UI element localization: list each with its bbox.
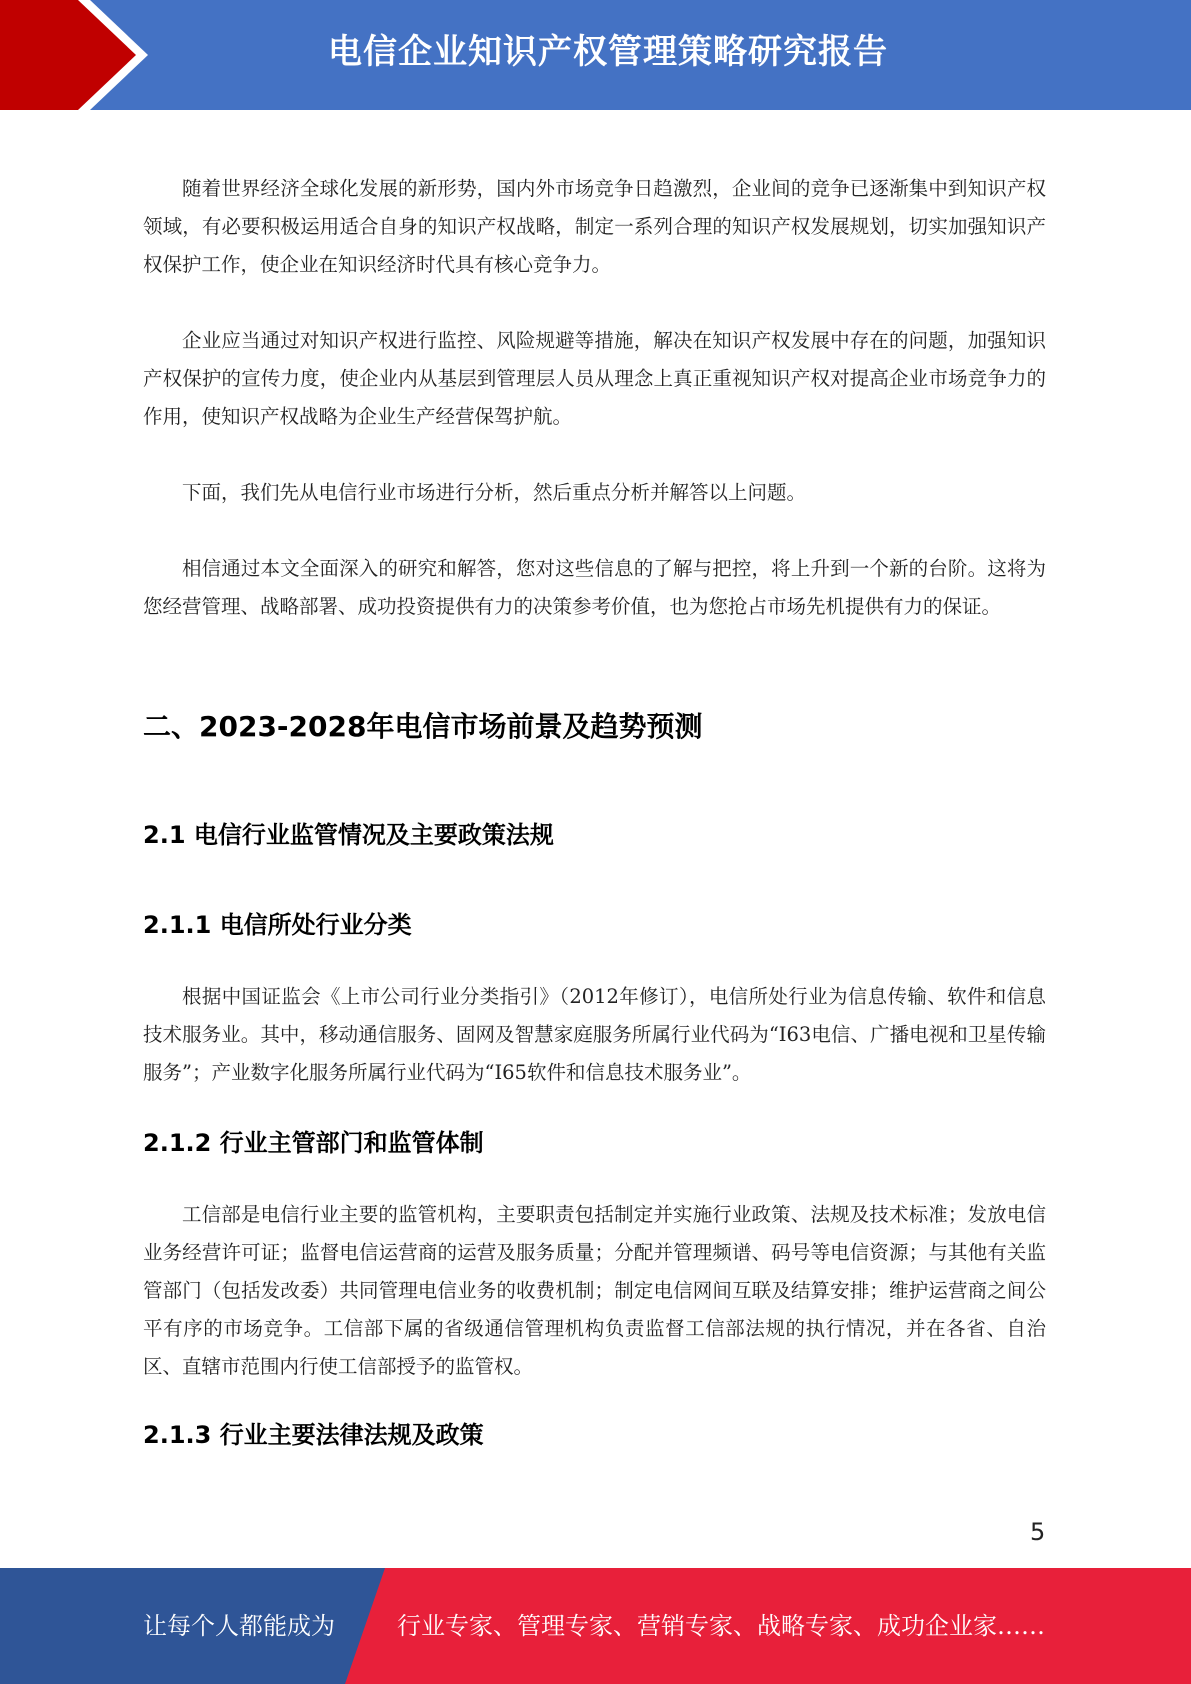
intro-section [143,170,1046,626]
subsection-2-1-3-title: 2.1.3 行业主要法律法规及政策 [143,1421,484,1449]
subsection-2-1-1-title: 2.1.1 电信所处行业分类 [143,911,412,939]
footer-slogan-left: 让每个人都能成为 [143,1612,335,1640]
subsection-2-1-title: 2.1 电信行业监管情况及主要政策法规 [143,821,554,849]
subsection-2-1-2-title: 2.1.2 行业主管部门和监管体制 [143,1129,484,1157]
subsection-2-1-2-body: 工信部是电信行业主要的监管机构，主要职责包括制定并实施行业政策、法规及技术标准；发放电信业务经营许可证；监督电信运营商的运营及服务质量；分配并管理频谱、码号等电信资源；与其他有关监管部门（包括发改委）共同管理电信业务的收费机制；制定电信网间互联及结算安排；维护运营商之间公平有序的市场竞争。工信部下属的省级通信管理机构负责监督工信部法规的执行情况，并在各省、自治区、直辖市范围内行使工信部授予的监管权。 [143,1203,1046,1378]
page-header [0,0,1191,110]
intro-paragraph-2: 企业应当通过对知识产权进行监控、风险规避等措施，解决在知识产权发展中存在的问题，加强知识产权保护的宣传力度，使企业内从基层到管理层人员从理念上真正重视知识产权对提高企业市场竞争力的作用，使知识产权战略为企业生产经营保驾护航。 [143,329,1046,428]
intro-paragraph-4: 相信通过本文全面深入的研究和解答，您对这些信息的了解与把控，将上升到一个新的台阶。这将为您经营管理、战略部署、成功投资提供有力的决策参考价值，也为您抢占市场先机提供有力的保证。 [143,557,1046,618]
page-number: 5 [1030,1518,1046,1546]
intro-paragraph-1: 随着世界经济全球化发展的新形势，国内外市场竞争日趋激烈，企业间的竞争已逐渐集中到知识产权领域，有必要积极运用适合自身的知识产权战略，制定一系列合理的知识产权发展规划，切实加强知识产权保护工作，使企业在知识经济时代具有核心竞争力。 [143,177,1046,276]
subsection-2-1-1-body: 根据中国证监会《上市公司行业分类指引》（2012年修订），电信所处行业为信息传输、软件和信息技术服务业。其中，移动通信服务、固网及智慧家庭服务所属行业代码为“I63电信、广播电视和卫星传输服务”；产业数字化服务所属行业代码为“I65软件和信息技术服务业”。 [143,985,1046,1084]
header-title: 电信企业知识产权管理策略研究报告 [328,32,888,72]
footer-slogan-right: 行业专家、管理专家、营销专家、战略专家、成功企业家…… [397,1612,1045,1640]
page-footer [0,1568,1191,1684]
section-title: 二、2023-2028年电信市场前景及趋势预测 [143,710,703,743]
intro-paragraph-3: 下面，我们先从电信行业市场进行分析，然后重点分析并解答以上问题。 [182,481,807,504]
